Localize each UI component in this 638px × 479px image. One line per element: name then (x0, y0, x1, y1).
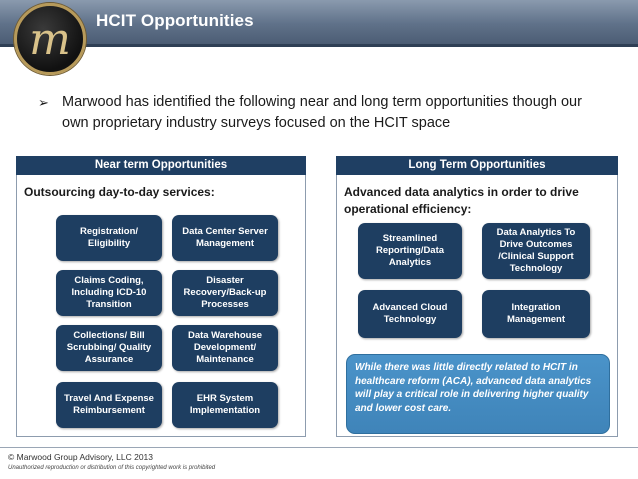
opportunity-box: Collections/ Bill Scrubbing/ Quality Assurance (56, 325, 162, 371)
opportunity-box: Streamlined Reporting/Data Analytics (358, 223, 462, 279)
arrow-bullet-icon: ➢ (38, 95, 49, 110)
opportunity-box: Advanced Cloud Technology (358, 290, 462, 338)
opportunity-box: Data Center Server Management (172, 215, 278, 261)
footer-divider (0, 447, 638, 448)
opportunity-box: Disaster Recovery/Back-up Processes (172, 270, 278, 316)
copyright-text: © Marwood Group Advisory, LLC 2013 (8, 452, 154, 462)
near-term-header: Near term Opportunities (16, 156, 306, 175)
page-title: HCIT Opportunities (96, 11, 254, 30)
near-term-caption: Outsourcing day-to-day services: (24, 185, 215, 199)
logo-letter: m (29, 14, 71, 65)
opportunity-box: Claims Coding, Including ICD-10 Transition (56, 270, 162, 316)
long-term-header: Long Term Opportunities (336, 156, 618, 175)
intro-text: Marwood has identified the following near and long term opportunities though our own proprietary industry surveys focused on the HCIT space (62, 94, 582, 131)
opportunity-box: EHR System Implementation (172, 382, 278, 428)
opportunity-box: Travel And Expense Reimbursement (56, 382, 162, 428)
reproduction-notice: Unauthorized reproduction or distribution of this copyrighted work is prohibited (8, 465, 216, 471)
title-bar (0, 0, 638, 44)
marwood-logo (14, 3, 86, 75)
opportunity-box: Data Analytics To Drive Outcomes /Clinical Support Technology (482, 223, 590, 279)
aca-callout: While there was little directly related to HCIT in healthcare reform (ACA), advanced data analytics will play a critical role in delivering higher quality and lower cost care. (346, 354, 610, 434)
opportunity-box: Integration Management (482, 290, 590, 338)
long-term-caption: Advanced data analytics in order to drive operational efficiency: (344, 185, 579, 216)
header-divider (0, 44, 638, 47)
opportunity-box: Registration/ Eligibility (56, 215, 162, 261)
opportunity-box: Data Warehouse Development/ Maintenance (172, 325, 278, 371)
